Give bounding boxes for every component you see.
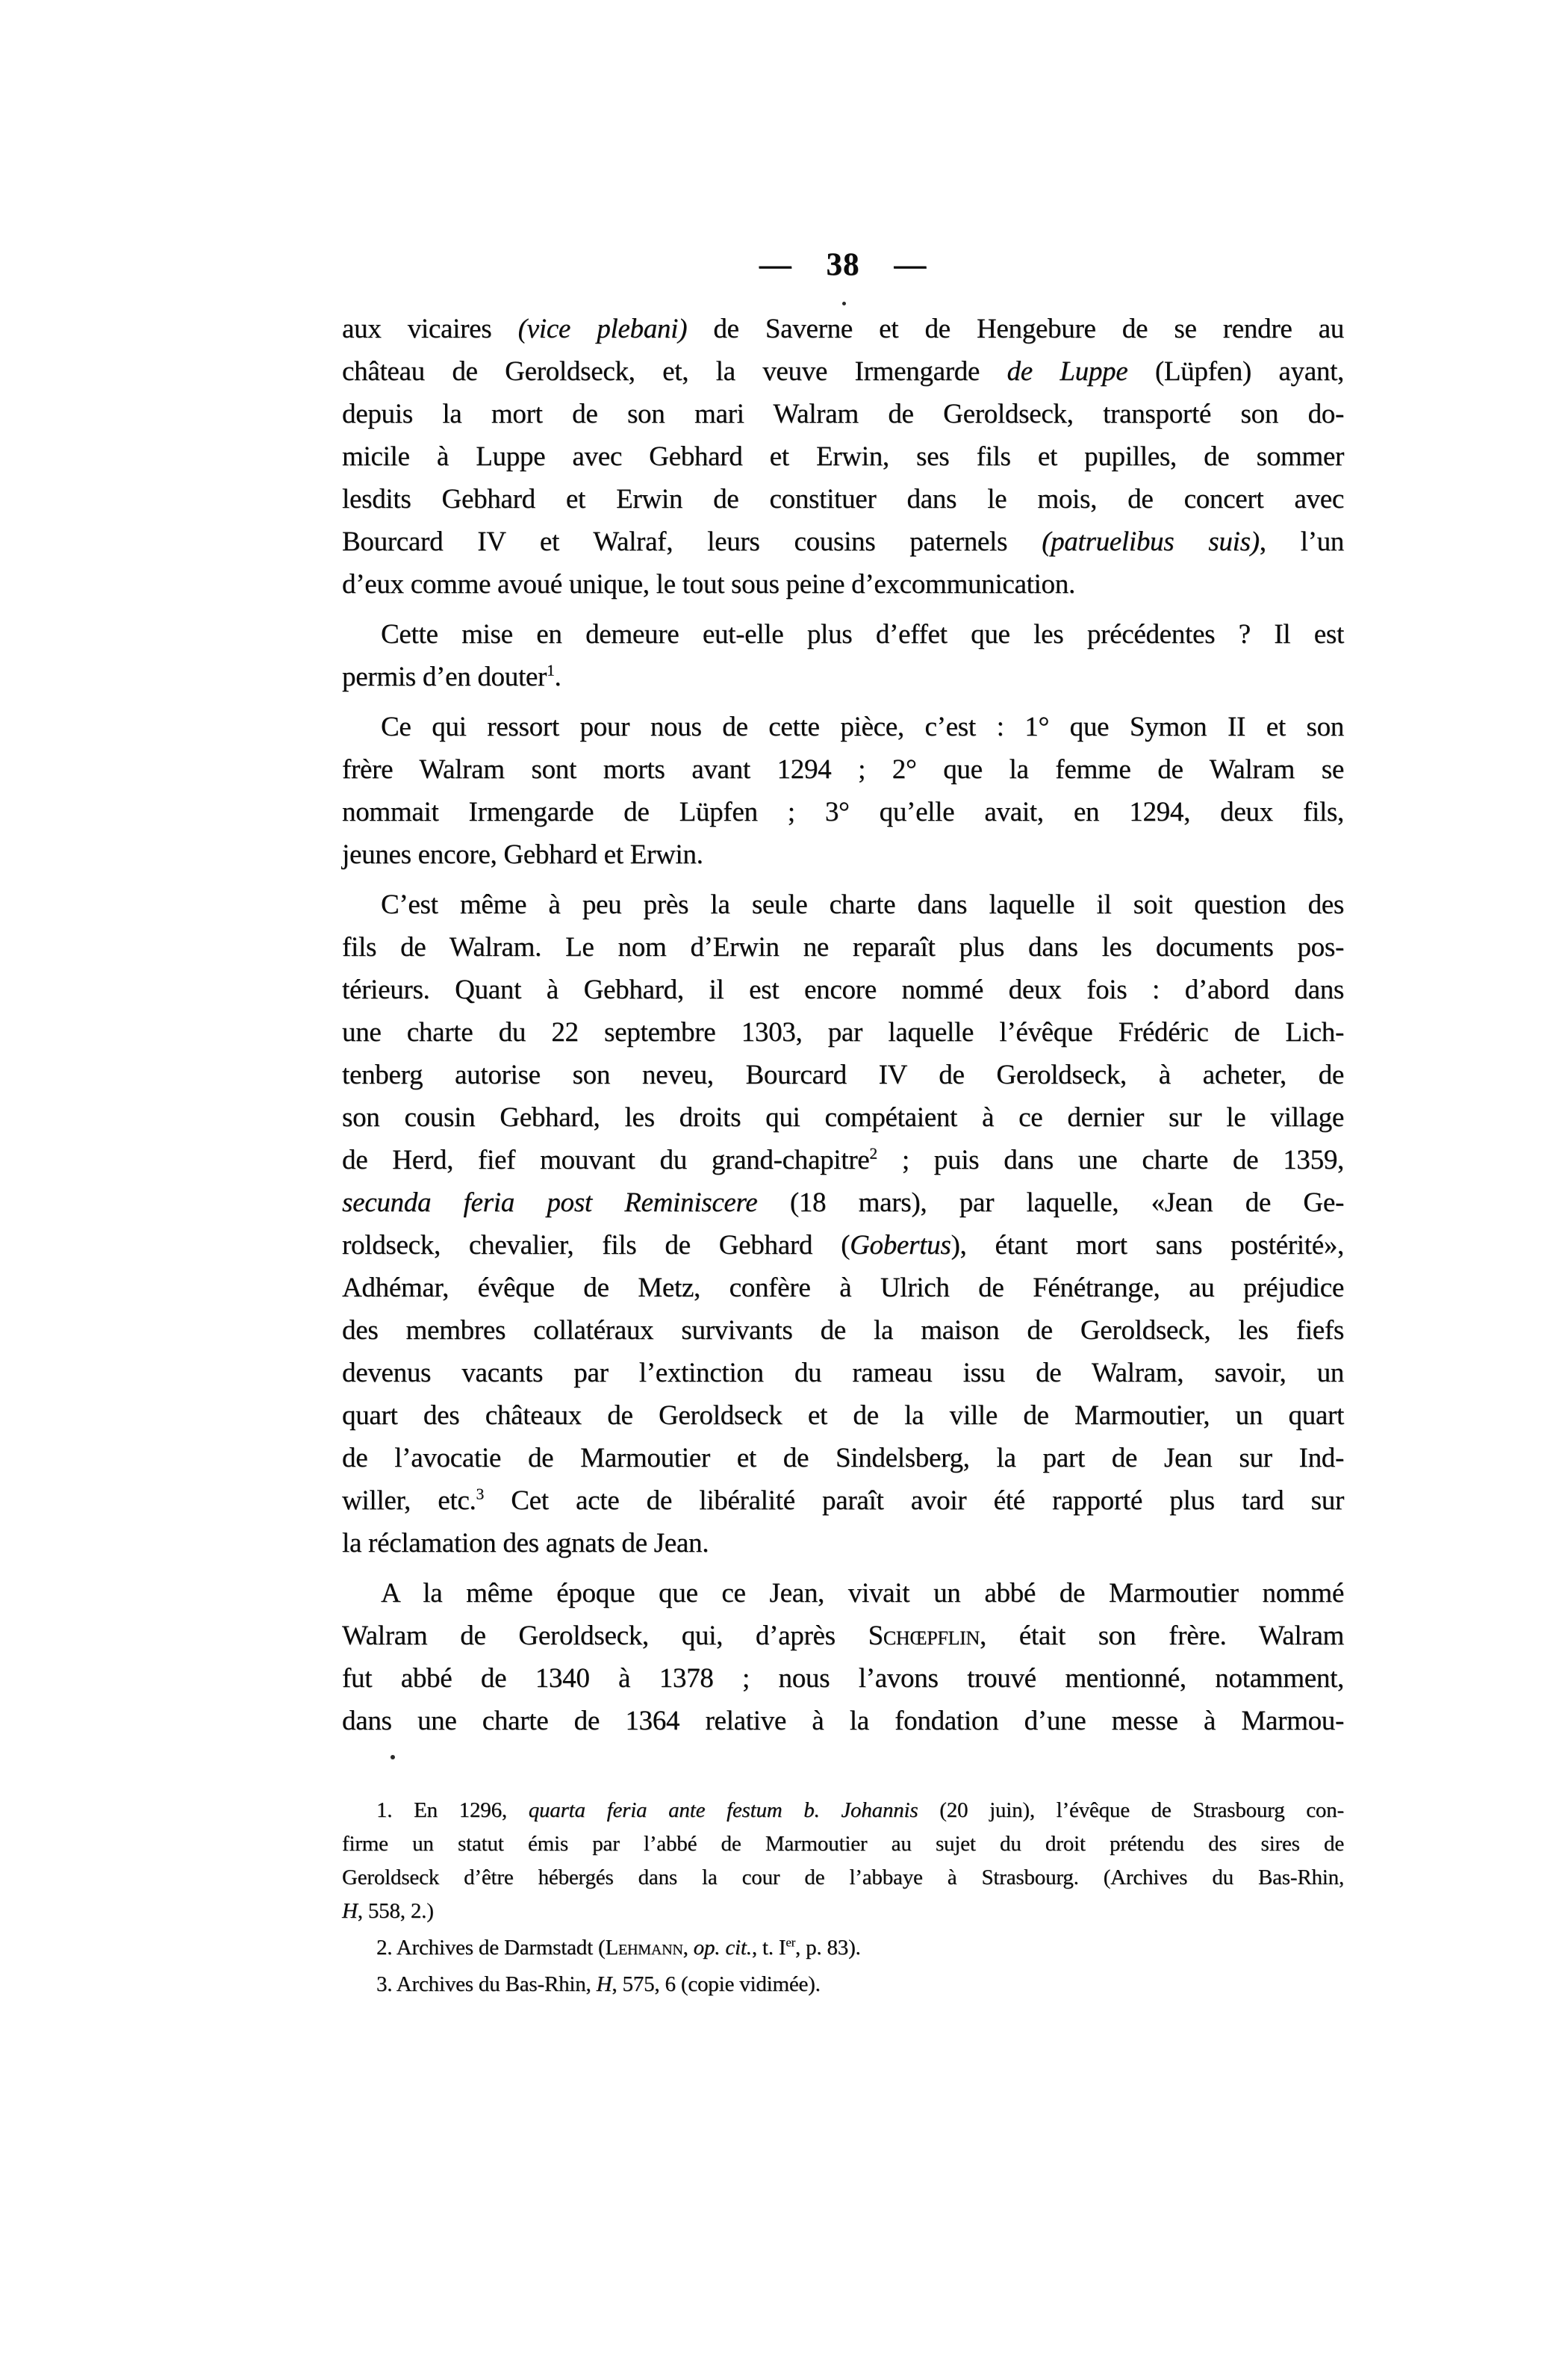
text-line: la réclamation des agnats de Jean. — [342, 1528, 709, 1559]
text-line: Geroldseck d’être hébergés dans la cour de l’abbaye à Strasbourg. (Archives du Bas-Rhin, — [342, 1865, 1344, 1889]
text-line: jeunes encore, Gebhard et Erwin. — [342, 839, 703, 870]
text-line: son cousin Gebhard, les droits qui compétaient à ce dernier sur le village — [342, 1102, 1344, 1133]
text-line: térieurs. Quant à Gebhard, il est encore nommé deux fois : d’abord dans — [342, 975, 1344, 1005]
text-line: roldseck, chevalier, fils de Gebhard (Gobertus), étant mort sans postérité», — [342, 1230, 1344, 1261]
footnotes-section — [342, 1791, 1344, 2001]
page-number: — 38 — — [759, 247, 927, 282]
text-line: frère Walram sont morts avant 1294 ; 2° que la femme de Walram se — [342, 754, 1344, 785]
text-line: Ce qui ressort pour nous de cette pièce, c’est : 1° que Symon II et son — [381, 712, 1344, 742]
text-line: fils de Walram. Le nom d’Erwin ne reparaît plus dans les documents pos- — [342, 932, 1344, 963]
text-line: willer, etc.$^3$ Cet acte de libéralité paraît avoir été rapporté plus tard sur — [342, 1485, 1344, 1516]
text-line: nommait Irmengarde de Lüpfen ; 3° qu’elle avait, en 1294, deux fils, — [342, 797, 1344, 827]
text-line: H, 558, 2.) — [342, 1899, 434, 1923]
text-line: 2. Archives de Darmstadt (Lehmann, op. cit., t. Ier, p. 83). — [376, 1935, 861, 1960]
scan-speck — [390, 1755, 395, 1759]
text-line: permis d’en douter$^1$. — [342, 661, 561, 692]
text-line: Adhémar, évêque de Metz, confère à Ulrich de Fénétrange, au préjudice — [342, 1273, 1344, 1303]
text-line: quart des châteaux de Geroldseck et de la ville de Marmoutier, un quart — [342, 1400, 1344, 1431]
text-line: A la même époque que ce Jean, vivait un abbé de Marmoutier nommé — [381, 1578, 1344, 1609]
text-line: une charte du 22 septembre 1303, par laquelle l’évêque Frédéric de Lich- — [342, 1017, 1344, 1048]
text-line: Bourcard IV et Walraf, leurs cousins paternels (patruelibus suis), l’un — [342, 526, 1344, 557]
text-line: secunda feria post Reminiscere (18 mars), par laquelle, «Jean de Ge- — [342, 1187, 1344, 1218]
text-line: Cette mise en demeure eut-elle plus d’effet que les précédentes ? Il est — [381, 619, 1344, 650]
text-line: d’eux comme avoué unique, le tout sous peine d’excommunication. — [342, 569, 1075, 600]
text-line: des membres collatéraux survivants de la maison de Geroldseck, les fiefs — [342, 1315, 1344, 1346]
body-text — [342, 308, 1344, 1742]
text-line: firme un statut émis par l’abbé de Marmoutier au sujet du droit prétendu des sires de — [342, 1832, 1344, 1856]
scan-speck — [842, 302, 846, 305]
text-line: de Herd, fief mouvant du grand-chapitre$^2$ ; puis dans une charte de 1359, — [342, 1144, 1344, 1175]
text-line: aux vicaires (vice plebani) de Saverne et de Hengebure de se rendre au — [342, 314, 1345, 344]
text-line: dans une charte de 1364 relative à la fondation d’une messe à Marmou- — [342, 1706, 1344, 1736]
text-line: 3. Archives du Bas-Rhin, H, 575, 6 (copie vidimée). — [376, 1972, 821, 1996]
text-line: C’est même à peu près la seule charte dans laquelle il soit question des — [381, 889, 1344, 920]
text-line: micile à Luppe avec Gebhard et Erwin, ses fils et pupilles, de sommer — [342, 441, 1344, 472]
text-line: fut abbé de 1340 à 1378 ; nous l’avons trouvé mentionné, notamment, — [342, 1663, 1344, 1694]
text-line: Walram de Geroldseck, qui, d’après Schœpflin, était son frère. Walram — [342, 1621, 1344, 1651]
text-line: depuis la mort de son mari Walram de Geroldseck, transporté son do- — [342, 399, 1344, 429]
text-line: devenus vacants par l’extinction du rameau issu de Walram, savoir, un — [342, 1358, 1344, 1388]
text-line: lesdits Gebhard et Erwin de constituer dans le mois, de concert avec — [342, 484, 1344, 515]
text-line: tenberg autorise son neveu, Bourcard IV de Geroldseck, à acheter, de — [342, 1060, 1344, 1090]
text-line: 1. En 1296, quarta feria ante festum b. Johannis (20 juin), l’évêque de Strasbourg con- — [376, 1798, 1344, 1822]
text-line: château de Geroldseck, et, la veuve Irmengarde de Luppe (Lüpfen) ayant, — [342, 356, 1344, 387]
text-line: de l’avocatie de Marmoutier et de Sindelsberg, la part de Jean sur Ind- — [342, 1443, 1344, 1473]
